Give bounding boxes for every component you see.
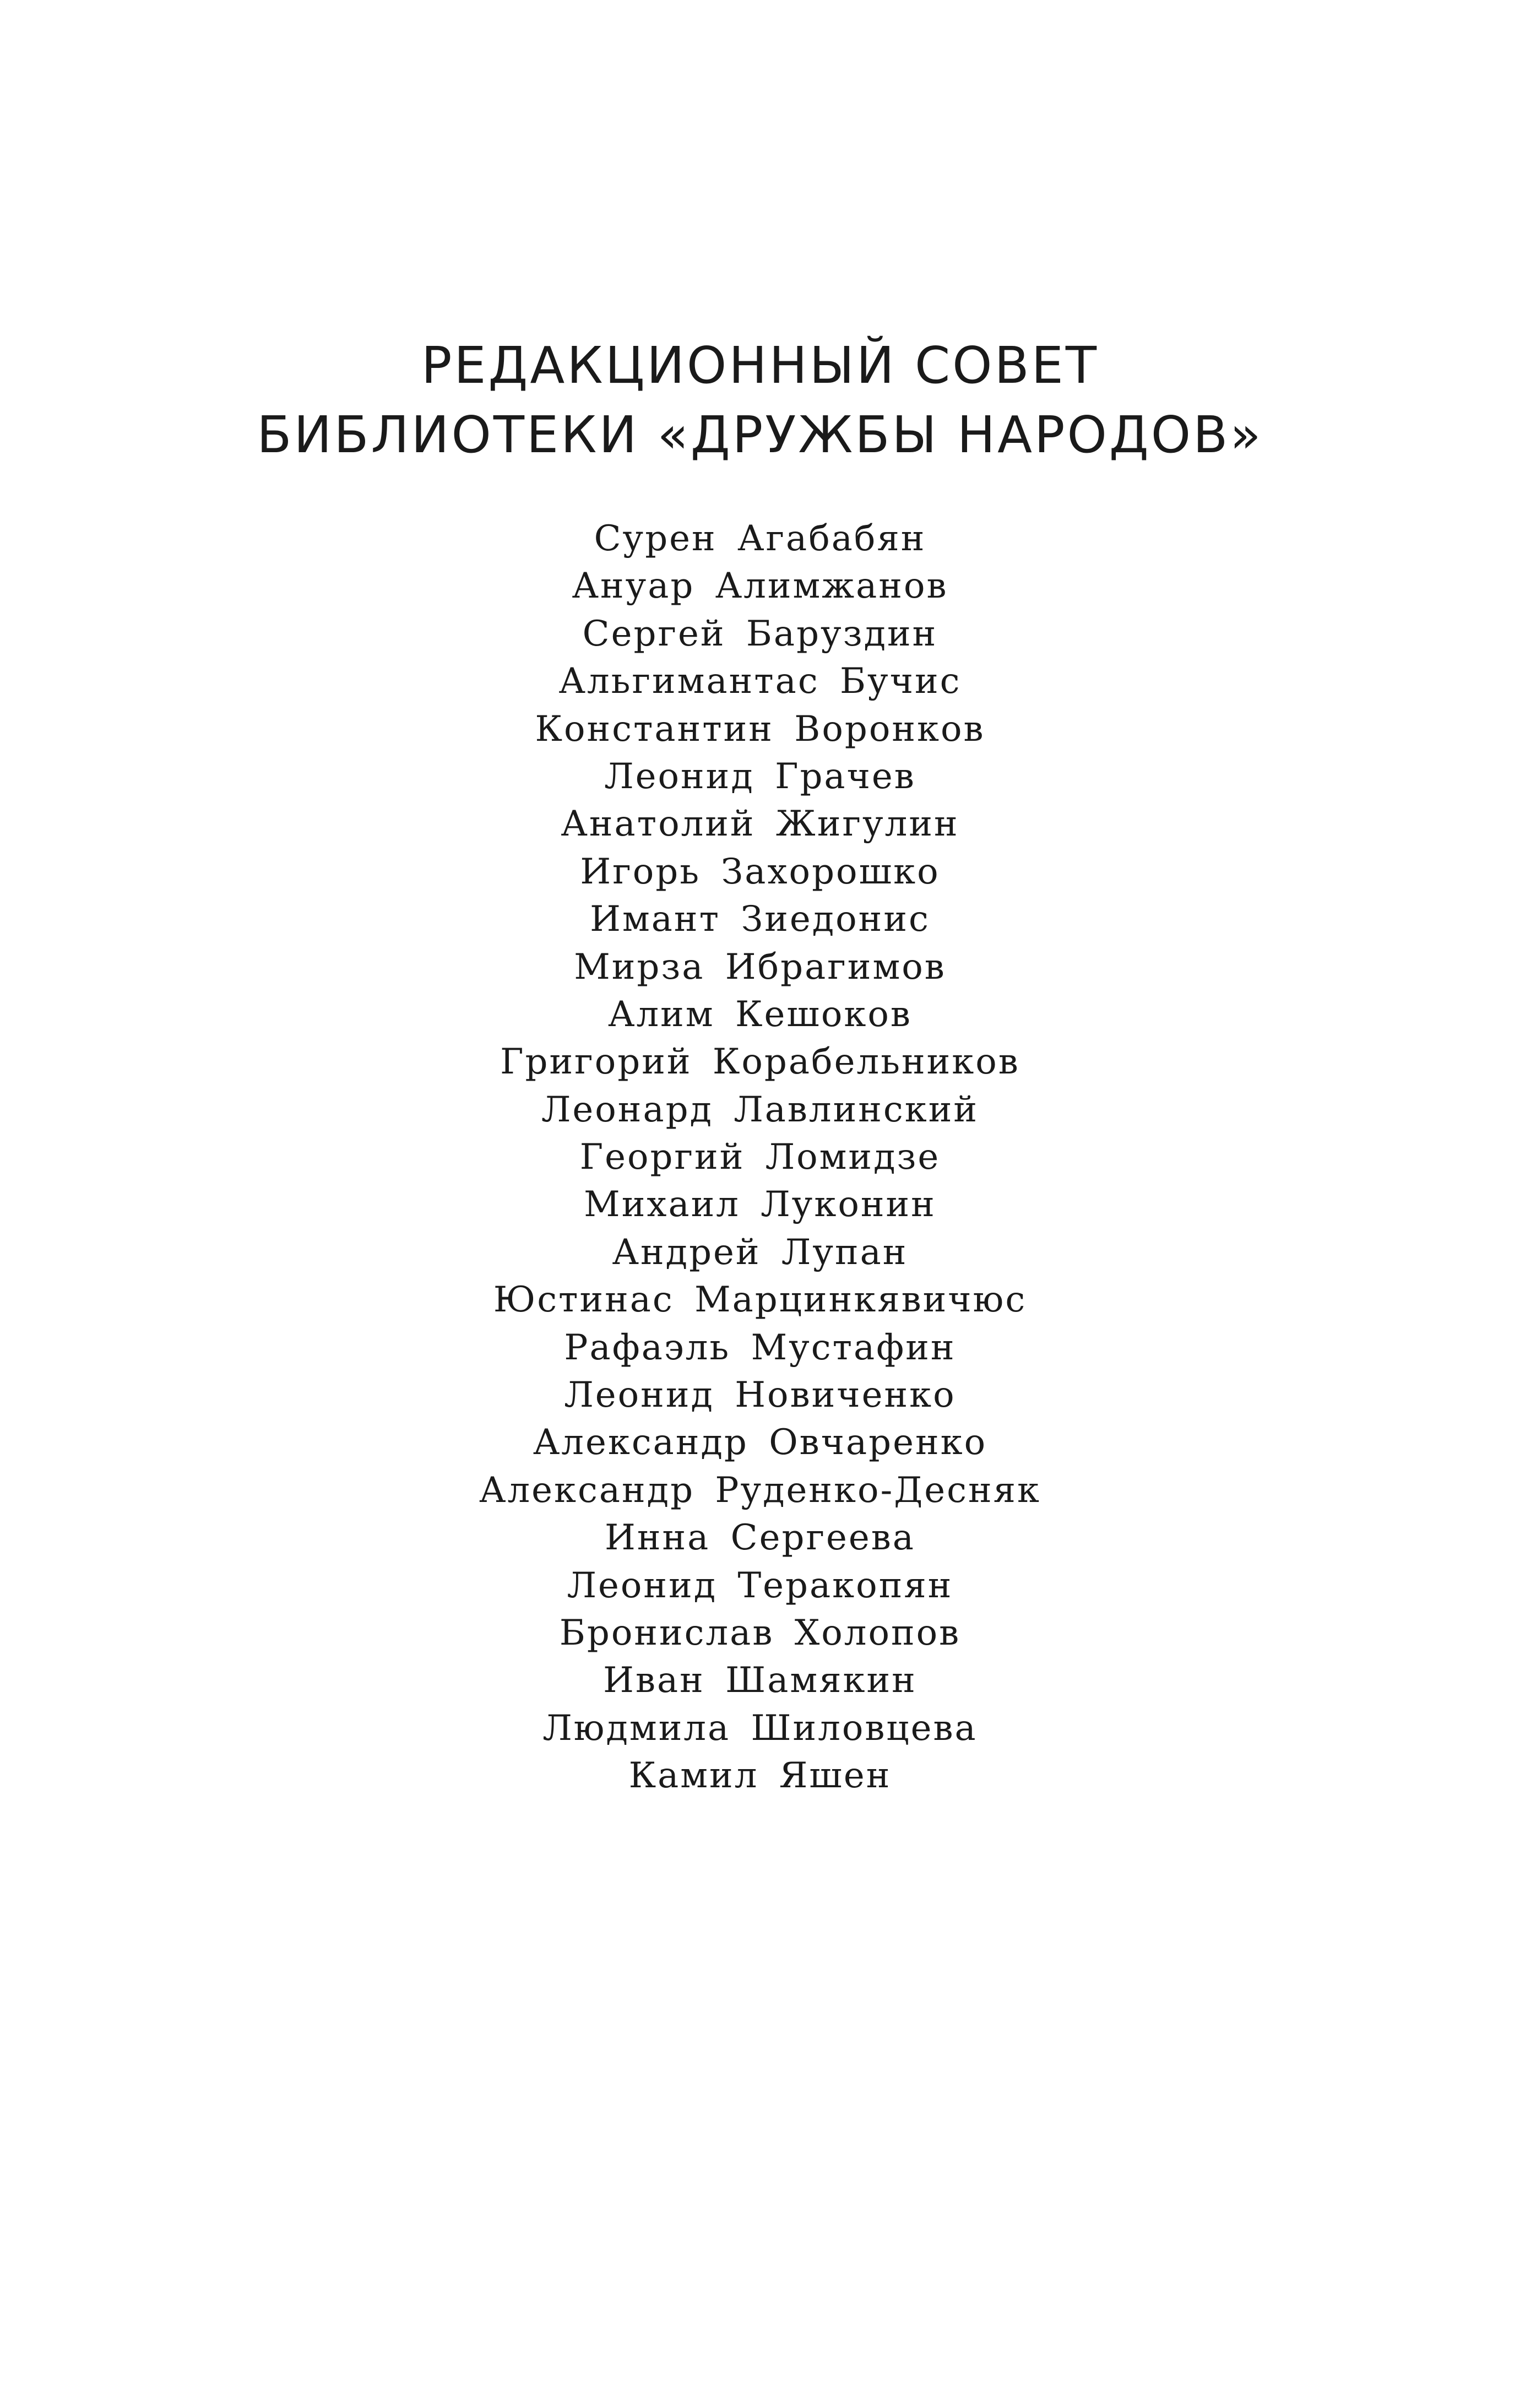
member-name: Иван Шамякин (603, 1660, 917, 1701)
member-name: Альгимантас Бучис (558, 661, 962, 702)
heading-line-2: БИБЛИОТЕКИ «ДРУЖБЫ НАРОДОВ» (257, 405, 1263, 464)
member-name: Ануар Алимжанов (572, 566, 948, 607)
member-name: Александр Руденко-Десняк (479, 1469, 1041, 1511)
heading-line-1: РЕДАКЦИОННЫЙ СОВЕТ (421, 336, 1099, 395)
member-name: Леонид Грачев (604, 756, 916, 797)
member-name: Георгий Ломидзе (579, 1137, 941, 1178)
member-name: Сурен Агабабян (594, 518, 926, 559)
member-name: Леонард Лавлинский (541, 1089, 979, 1130)
member-name: Мирза Ибрагимов (574, 946, 946, 988)
member-name: Леонид Новиченко (564, 1375, 956, 1416)
member-name: Рафаэль Мустафин (564, 1327, 956, 1368)
member-name: Михаил Луконин (584, 1184, 936, 1225)
member-name: Сергей Баруздин (582, 613, 938, 654)
member-name: Анатолий Жигулин (561, 804, 959, 845)
member-name: Людмила Шиловцева (542, 1707, 978, 1749)
member-name: Константин Воронков (535, 708, 985, 750)
member-name: Алим Кешоков (608, 994, 912, 1035)
member-name: Андрей Лупан (612, 1232, 908, 1273)
member-name: Игорь Захорошко (580, 851, 940, 892)
member-name: Имант Зиедонис (590, 899, 930, 940)
member-name: Григорий Корабельников (500, 1042, 1020, 1083)
member-name: Александр Овчаренко (533, 1422, 987, 1463)
member-name: Инна Сергеева (605, 1517, 915, 1559)
member-name: Леонид Теракопян (567, 1565, 953, 1606)
member-name: Бронислав Холопов (559, 1612, 961, 1653)
member-name: Юстинас Марцинкявичюс (493, 1279, 1027, 1321)
member-name: Камил Яшен (628, 1755, 892, 1797)
editorial-board-list (0, 515, 1520, 1800)
